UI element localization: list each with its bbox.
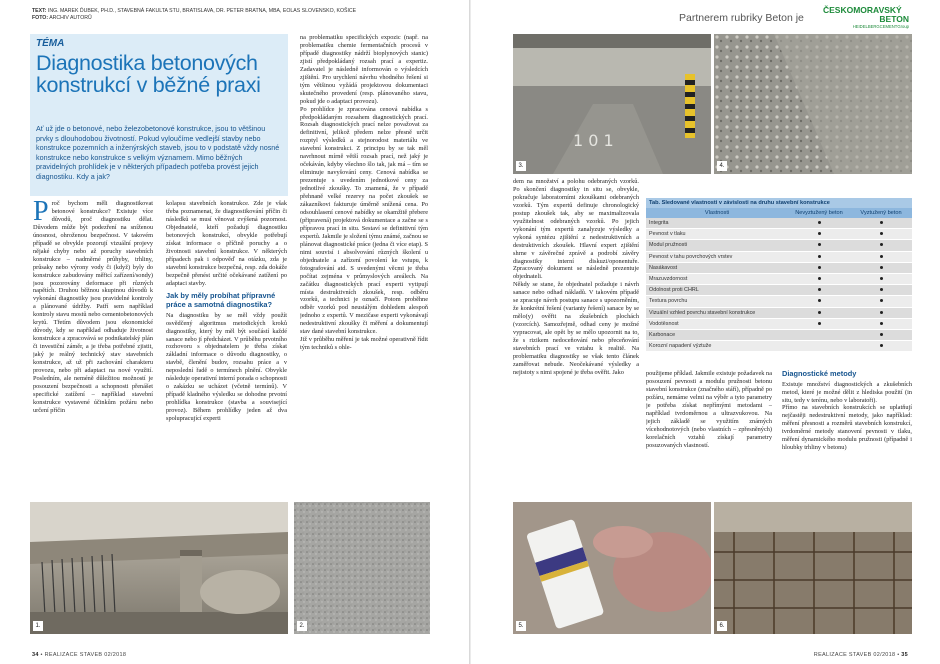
credits-photo: ARCHIV AUTORŮ xyxy=(49,15,92,21)
table-cell-reinforced xyxy=(850,329,912,340)
photo-5-image xyxy=(513,502,711,634)
table-cell-reinforced xyxy=(850,341,912,352)
text-column-1 xyxy=(33,200,153,500)
credits-photo-label: FOTO: xyxy=(32,15,49,21)
table-cell-plain xyxy=(788,307,850,318)
table-cell-plain xyxy=(788,229,850,240)
subheading-preparation: Jak by měly probíhat přípravné práce a samotná diagnostika? xyxy=(166,291,276,310)
article-lead: Ať už jde o betonové, nebo železobetonové konstrukce, jsou to většinou prvky s dlouhodobou životností. Pokud vyloučíme vedlejší stavby nebo konstrukce pozemních a inženýrských staveb, jsou to v podstatě vždy nosné konstrukce nebo konstrukce s velkým významem. Mimo běžných pravidelných prohlídek je v některých případech potřeba provést jejich diagnostiku. Kdy a jak? xyxy=(36,124,280,181)
table-cell-plain xyxy=(788,285,850,296)
left-page xyxy=(0,0,469,664)
bullet-icon xyxy=(818,311,821,314)
left-magazine-issue: REALIZACE STAVEB 02/2018 xyxy=(44,652,127,658)
bullet-icon xyxy=(818,243,821,246)
bullet-icon xyxy=(880,288,883,291)
table-row xyxy=(646,218,912,229)
table-row xyxy=(646,341,912,352)
table-cell-property: Modul pružnosti xyxy=(646,240,788,251)
bullet-icon xyxy=(880,221,883,224)
column-4-paragraph-1: dem na množství a polohu odebraných vzorků. Po skončení diagnostiky in situ se, obvykle, pokračuje laboratorními zkouškami odebraných vzorků. Tým expertů definuje chronologický postup zkoušek tak, aby se maximalizovala využitelnost odebraných vzorků. Po jejich vykonání tým expertů zanalyzuje výsledky a vykoná syntézu zjištění z nedestruktivních a destruktivních zkoušek. Hlavní expert zjištění shrne v závěrečné zprávě a podrobí závěry diagnostiky interní diskuzi/oponentuře. Zpracovaný dokument se následně prezentuje objednateli. xyxy=(513,178,639,281)
table-grid xyxy=(646,208,912,352)
table-row xyxy=(646,285,912,296)
table-row xyxy=(646,329,912,340)
table-cell-property: Integrita xyxy=(646,218,788,229)
column-6-paragraph-2: Přímo na stavebních konstrukcích se uplatňují nejčastěji nedestruktivní metody, jako například: měření přesnosti a rozměrů stavebních konstrukcí, tvrdoměrné metody stanovení pevnosti v tlaku, měření dynamického modulu pružnosti (případně i hloubky trhliny v betonu) xyxy=(782,404,912,452)
table-row xyxy=(646,318,912,329)
photo-1-number: 1. xyxy=(33,621,43,631)
table-cell-plain xyxy=(788,262,850,273)
photo-1-image xyxy=(30,502,288,634)
table-row xyxy=(646,273,912,284)
column-3-paragraph-2: Po prohlídce je zpracována cenová nabídka s předpokládaným rozsahem diagnostických prací. Rozsah diagnostických prací nelze považovat za definitivní, jelikož předem nelze přesně určit rozptyl výsledků a stejnorodost materiálu ve stavební konstrukci. Z principu by se tak měl navrhnout mírně větší rozsah prací, než jaký je očekáván, kdyby všechno šlo tak, jak má – tím se eliminuje navyšování ceny. Cenová nabídka se prezentuje s uvedením jednotkové ceny za jednotlivé zkoušky. To znamená, že v případě přehnaně velké rezervy na počet zkoušek se zákazníkovi fakturuje úměrně snížená cena. Po odsouhlasení cenové nabídky se okamžitě přebere (připravená) projektová dokumentace a začne se s přípravou prací in situ. Sestaví se definitivní tým expertů. Jakmile je složení týmu známé, začnou se plánovat diagnostické práce (jedna či více etap). S nimi souvisí i absolvování různých školení u objednatele a zařízení povolení ke vstupu, k fotografování atd. S uvedenými věcmi je třeba počítat zejména v průmyslových areálech. Na začátku diagnostických prací experti vytipují místa destruktivních zkoušek, resp. odběru vzorků, a technici je označí. Potom proběhne odběr vzorků pod neustálým dohledem alespoň jednoho z expertů. V mezičase experti vykonávají nedestruktivní zkoušky či měření a dokumentují stav dané stavební konstrukce. xyxy=(300,105,428,336)
table-header-plain: Nevyztužený beton xyxy=(788,208,850,218)
photo-3-number: 3. xyxy=(516,161,526,171)
text-column-2 xyxy=(166,200,287,500)
text-column-5 xyxy=(646,370,772,500)
column-1-paragraph: roč bychom měli diagnostikovat betonové konstrukce? Existuje více důvodů, proč diagnostiku dělat. Důvodem může být podezření na sníženou únosnost, ohroženou bezpečnost. V takovém případě se obvykle pozorují vizuální projevy nějaké chyby nebo až poruchy stavebních konstrukce – nadměrné průhyby, trhliny, průsaky nebo výrony vody či (když) byly do konstrukce zabudovány měřicí zařízení/sondy) jsou pozorovány deformace při různých napětích. Druhou běžnou skupinou důvodů k vykonání diagnostiky jsou pravidelné kontroly a plánované údržby. Patří sem například kontroly stavu mostů nebo cementobetonových krytů. Třetím důvodem jsou ekonomické důvody, kdy se například odhaduje životnost konstrukce a zpracovává se podnikatelský plán či investiční záměr, a je třeba potřebné zjistit, jaký je reálný technický stav stavebních konstrukce, až už při zachování charakteru provozu, nebo při adaptaci na nové využití. Posledním, ale neméně důležitou možností je posouzení bezpečnosti a schopnosti přenášet specifické zatížení – například stavební konstrukce vystavené účinkům požáru nebo určení příčin xyxy=(33,200,153,414)
table-cell-reinforced xyxy=(850,307,912,318)
text-column-6 xyxy=(782,370,912,500)
credits-authors: ING. MAREK ĎUBEK, PH.D., STAVEBNÁ FAKULTA STU, BRATISLAVA, DR. PETER BRATNA, MBA, EOLAS SLOVENSKO, KOŠICE xyxy=(47,8,357,14)
svg-text:1 0 1: 1 0 1 xyxy=(573,131,614,150)
column-4-paragraph-2: Někdy se stane, že objednatel požaduje i návrh sanace nebo odhad nákladů. V takovém případě se zpracuje návrh postupu sanace s upozorněním, že konkrétní řešení (varianty řešení) sanace by se mělo(y) ověřit na zkušebních plochách (vzorcích). Samozřejmě, odhad ceny je možné vypracovat, ale opět by se mělo upozornit na to, že s rizikem nedoceňování nebo přeceňování stavebních prací ve vztahu k realitě. Na problematiku diagnostiky se však tento článek zaměřovat nebude. Neočekávané výsledky a nejistoty s nimi spojené je třeba ověřit. Jako xyxy=(513,281,639,376)
photo-3-parking-garage xyxy=(513,34,711,174)
article-headline: Diagnostika betonových konstrukcí v běžné praxi xyxy=(36,51,261,97)
table-cell-plain xyxy=(788,318,850,329)
photo-6-exposed-rebar xyxy=(714,502,912,634)
table-cell-property: Pevnost v tlaku xyxy=(646,229,788,240)
bullet-icon xyxy=(880,243,883,246)
table-cell-reinforced xyxy=(850,318,912,329)
photo-6-image xyxy=(714,502,912,634)
bullet-icon xyxy=(880,322,883,325)
table-row xyxy=(646,240,912,251)
bullet-icon xyxy=(818,232,821,235)
left-page-number: 34 xyxy=(32,652,39,658)
bullet-icon xyxy=(818,266,821,269)
bullet-icon xyxy=(818,221,821,224)
table-row xyxy=(646,262,912,273)
credits-text-label: TEXT: xyxy=(32,8,47,14)
table-cell-property: Mrazuvzdornost xyxy=(646,273,788,284)
photo-1-damaged-beam xyxy=(30,502,288,634)
photo-4-number: 4. xyxy=(717,161,727,171)
table-header-row xyxy=(646,208,912,218)
table-body xyxy=(646,218,912,352)
bullet-icon xyxy=(818,277,821,280)
table-cell-plain xyxy=(788,218,850,229)
photo-4-image xyxy=(714,34,912,174)
right-page xyxy=(471,0,940,664)
table-cell-reinforced xyxy=(850,251,912,262)
bullet-icon xyxy=(818,322,821,325)
table-cell-reinforced xyxy=(850,296,912,307)
table-cell-reinforced xyxy=(850,273,912,284)
bullet-icon xyxy=(880,266,883,269)
photo-4-damaged-wall xyxy=(714,34,912,174)
table-header-properties: Vlastnosti xyxy=(646,208,788,218)
table-cell-plain xyxy=(788,240,850,251)
drop-cap: P xyxy=(33,200,49,227)
bullet-icon xyxy=(880,255,883,258)
table-row xyxy=(646,296,912,307)
bullet-icon xyxy=(880,299,883,302)
photo-5-number: 5. xyxy=(516,621,526,631)
table-cell-property: Nasákavost xyxy=(646,262,788,273)
table-cell-reinforced xyxy=(850,240,912,251)
author-credits xyxy=(32,8,356,22)
bullet-icon xyxy=(818,299,821,302)
table-cell-property: Karbonace xyxy=(646,329,788,340)
table-row xyxy=(646,229,912,240)
bullet-icon xyxy=(818,255,821,258)
table-row xyxy=(646,251,912,262)
photo-2-concrete-surface xyxy=(294,502,430,634)
column-3-paragraph-1: na problematiku specifických expozic (např. na problematiku chemie fermentačních procesů v případě diagnostiky nádrží bioplynových stanic) zjistí předpokládaný rozsah prací a expertiz. Zadavatel je následně informován o výsledcích zjištění. Pro urychlení návrhu vhodného řešení si tým většinou vyžádá projektovou dokumentaci skutečného provedení (resp. plánovaného stavu, pokud jde o adaptaci provozu). xyxy=(300,34,428,105)
column-2-paragraph-2: Na diagnostiku by se měl vždy použít osvědčený algoritmus metodických kroků diagnostiky, který by měl být součástí každé sanace nebo jí předcházet. V průběhu prvotního rozhovoru s objednatelem je třeba získat základní informace o důvodu diagnostiky, o stavbě, členění budov, rozsahu práce a v neposlední řadě o termínech plnění. Obvykle následuje operativní interní porada o schopnosti o zakázku se ucházet (včetně termínů). V případě kladného výsledku se dohodne prvotní prohlídka konstrukce (stavba a související provoz). Během prohlídky jeden až dva spolupracující experti xyxy=(166,311,287,423)
column-6-paragraph-1: Existuje množství diagnostických a zkušebních metod, které je možné dělit z hlediska použití (in situ, tedy v terénu, nebo v laboratoři). xyxy=(782,380,912,404)
table-cell-reinforced xyxy=(850,218,912,229)
bullet-icon xyxy=(818,288,821,291)
bullet-icon xyxy=(880,311,883,314)
right-page-number: 35 xyxy=(901,652,908,658)
column-3-paragraph-3: Již v průběhu měření je tak možné operativně řídit tým techniků s ohle- xyxy=(300,336,428,352)
section-label: TÉMA xyxy=(36,38,65,49)
bullet-icon xyxy=(880,232,883,235)
table-cell-plain xyxy=(788,273,850,284)
table-cell-property: Textura povrchu xyxy=(646,296,788,307)
table-caption: Tab. Sledované vlastnosti v závislosti na druhu stavební konstrukce xyxy=(646,198,912,208)
table-cell-plain xyxy=(788,296,850,307)
photo-2-image xyxy=(294,502,430,634)
properties-table xyxy=(646,198,912,352)
bullet-icon xyxy=(880,277,883,280)
logo-line-2: BETON xyxy=(879,14,909,24)
table-row xyxy=(646,307,912,318)
photo-2-number: 2. xyxy=(297,621,307,631)
bullet-icon xyxy=(880,333,883,336)
table-cell-plain xyxy=(788,251,850,262)
text-column-4 xyxy=(513,178,639,500)
right-magazine-issue: REALIZACE STAVEB 02/2018 xyxy=(813,652,896,658)
partner-text: Partnerem rubriky Beton je xyxy=(679,12,804,24)
table-cell-property: Vodotěsnost xyxy=(646,318,788,329)
table-cell-property: Pevnost v tahu povrchových vrstev xyxy=(646,251,788,262)
table-cell-reinforced xyxy=(850,229,912,240)
table-cell-property: Odolnost proti CHRL xyxy=(646,285,788,296)
photo-5-indicator-test xyxy=(513,502,711,634)
table-cell-property: Korozní napadení výztuže xyxy=(646,341,788,352)
logo-line-1: ČESKOMORAVSKÝ xyxy=(823,5,902,15)
table-cell-property: Vizuální vzhled povrchu stavební konstrukce xyxy=(646,307,788,318)
left-footer: 34 • REALIZACE STAVEB 02/2018 xyxy=(32,652,127,658)
table-header-reinforced: Vyztužený beton xyxy=(850,208,912,218)
text-column-3 xyxy=(300,34,428,500)
photo-3-image xyxy=(513,34,711,174)
table-cell-reinforced xyxy=(850,285,912,296)
table-cell-plain xyxy=(788,341,850,352)
bullet-icon xyxy=(880,344,883,347)
photo-6-number: 6. xyxy=(717,621,727,631)
partner-logo xyxy=(823,6,919,30)
logo-line-3: HEIDELBERGCEMENTGroup xyxy=(852,24,909,29)
subheading-methods: Diagnostické metody xyxy=(782,370,857,378)
column-5-paragraph-1: použijeme příklad. Jakmile existuje požadavek na posouzení pevnosti a modulu pružnosti betonu stavební konstrukce (značného stáří), případně po požáru, nemáme velmi na výběr a tyto parametry je potřeba získat nepřímými metodami – například tvrdoměrnou a ultrazvukovou. Na jejich základě se využitím známých vícehodnotových (nebo vlastních – zpřesněných) korelačních vztahů získají parametry posuzovaných vlastností. xyxy=(646,370,772,449)
table-cell-reinforced xyxy=(850,262,912,273)
right-footer: REALIZACE STAVEB 02/2018 • 35 xyxy=(813,652,908,658)
column-2-paragraph-1: kolapsu stavebních konstrukce. Zde je však třeba poznamenat, že diagnostikování příčin či následků se musí věnovat zvýšená pozornost. Objednatelé, kteří požadují diagnostiku betonových konstrukcí, obvykle potřebují získat informace o příčině poruchy a o životnosti stavební konstrukce. V některých případech pak i odpověď na otázku, zda je stavební konstrukce bezpečná, resp. zda dokáže bezpečně přenést určité očekávané zatížení po adaptaci stavby. xyxy=(166,200,287,287)
table-cell-plain xyxy=(788,329,850,340)
